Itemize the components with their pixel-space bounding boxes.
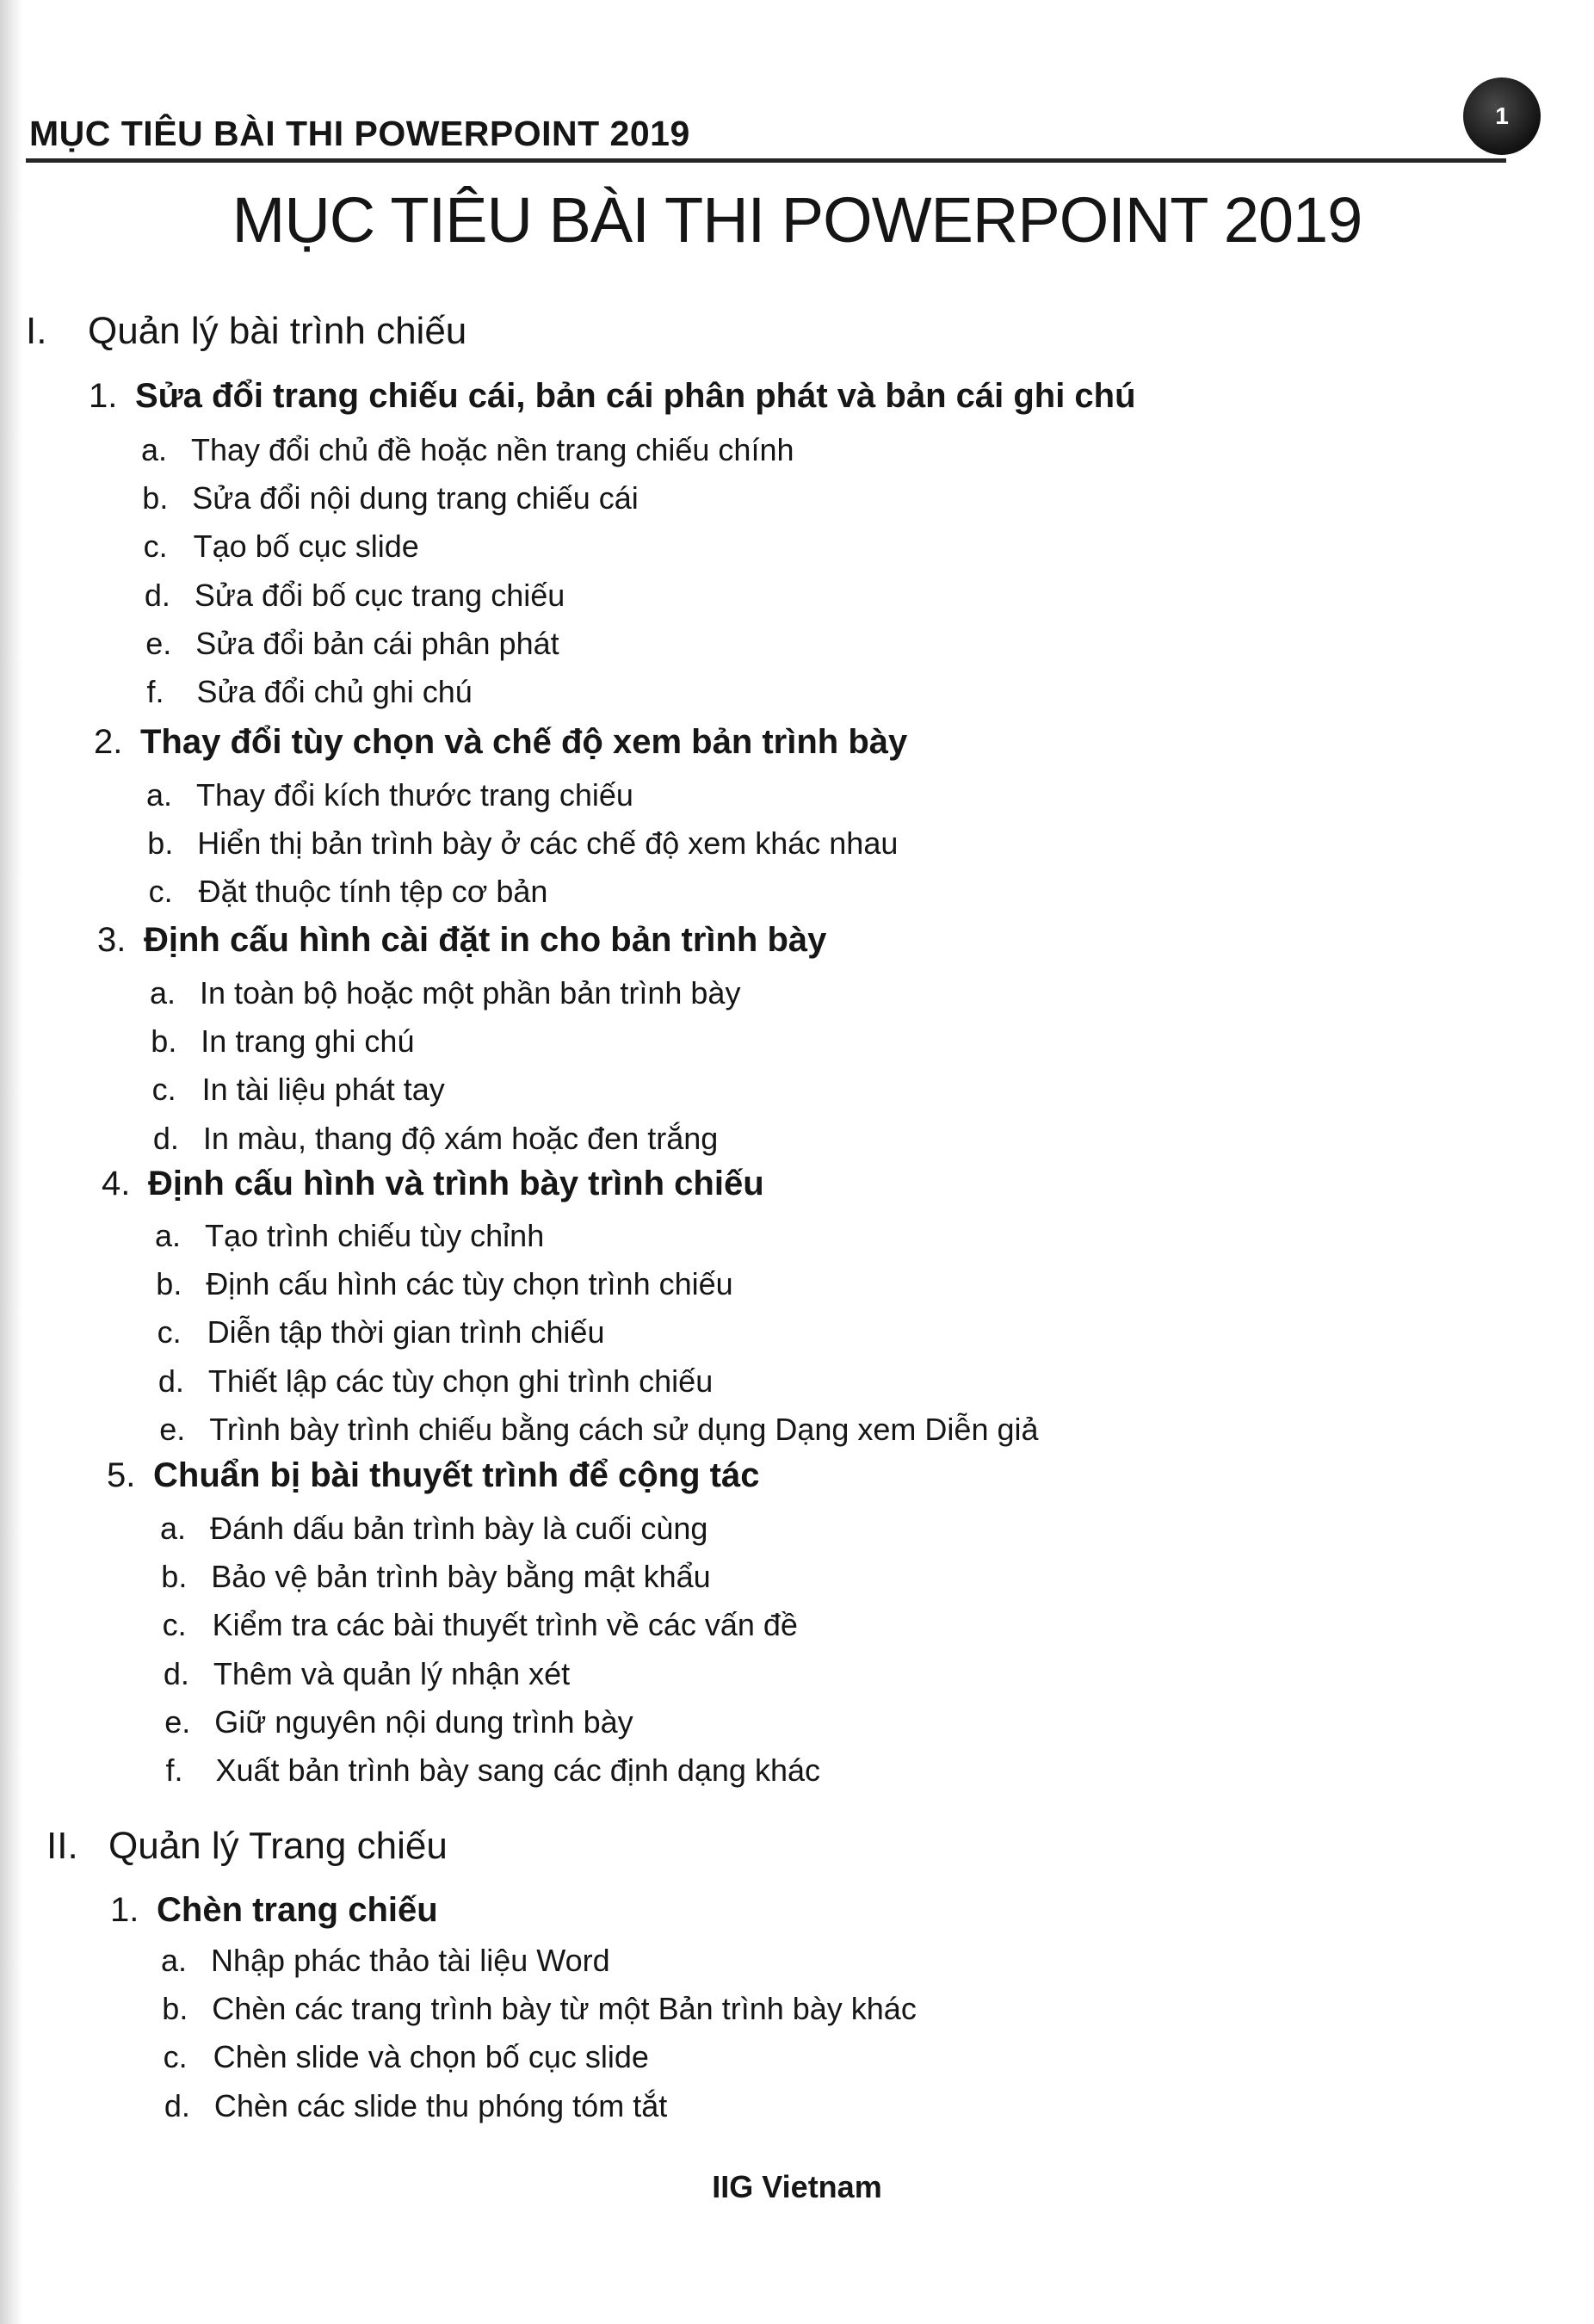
list-item [142, 480, 638, 516]
list-item-text: In toàn bộ hoặc một phần bản trình bày [200, 975, 741, 1011]
list-item-marker: b. [151, 1023, 177, 1059]
list-item [146, 777, 633, 813]
list-item [166, 1752, 821, 1789]
list-item [153, 1121, 718, 1157]
subsection-heading-text: Thay đổi tùy chọn và chế độ xem bản trình bày [140, 723, 908, 761]
list-item [163, 1607, 798, 1643]
list-item-marker: b. [147, 825, 174, 861]
section-heading [46, 1825, 448, 1868]
list-item [147, 825, 898, 862]
section-heading-marker: II. [46, 1825, 78, 1867]
list-item-marker: a. [141, 432, 168, 467]
list-item-marker: d. [152, 1121, 179, 1156]
subsection-heading-marker: 2. [94, 723, 123, 761]
list-item-text: Chèn các slide thu phóng tóm tắt [213, 2088, 668, 2123]
list-item-text: Thay đổi kích thước trang chiếu [196, 777, 633, 813]
list-item-text: Bảo vệ bản trình bày bằng mật khẩu [211, 1559, 711, 1594]
list-item-marker: d. [158, 1363, 184, 1399]
list-item-marker: b. [142, 480, 169, 516]
header-rule [26, 158, 1506, 163]
list-item [161, 1943, 610, 1979]
list-item-marker: d. [144, 578, 170, 613]
list-item [149, 874, 548, 910]
list-item [141, 432, 794, 468]
list-item-marker: c. [157, 1314, 182, 1350]
list-item [150, 975, 740, 1011]
page-title: MỤC TIÊU BÀI THI POWERPOINT 2019 [232, 184, 1362, 256]
list-item-text: Tạo bố cục slide [193, 528, 419, 564]
list-item-marker: f. [146, 674, 164, 709]
list-item-text: Giữ nguyên nội dung trình bày [214, 1704, 633, 1740]
subsection-heading [102, 1165, 764, 1203]
list-item [164, 2039, 649, 2075]
subsection-heading-text: Định cấu hình và trình bày trình chiếu [148, 1165, 764, 1202]
list-item-marker: b. [162, 1991, 188, 2026]
page-number-badge: 1 [1463, 77, 1541, 155]
list-item-text: Trình bày trình chiếu bằng cách sử dụng Dạng xem Diễn giả [209, 1412, 1039, 1447]
list-item-text: In tài liệu phát tay [201, 1072, 445, 1107]
list-item-text: In trang ghi chú [201, 1023, 415, 1059]
list-item [145, 626, 559, 662]
list-item-marker: c. [148, 874, 173, 909]
list-item-marker: b. [161, 1559, 188, 1594]
list-item-text: Sửa đổi chủ ghi chú [196, 674, 473, 709]
list-item [164, 2088, 667, 2124]
page-footer: IIG Vietnam [712, 2169, 882, 2204]
list-item [147, 674, 473, 710]
list-item-text: Xuất bản trình bày sang các định dạng khác [215, 1752, 820, 1788]
list-item-text: Đặt thuộc tính tệp cơ bản [198, 874, 548, 909]
list-item-marker: d. [164, 2088, 190, 2123]
list-item-marker: e. [159, 1412, 186, 1447]
list-item [162, 1991, 917, 2027]
list-item-marker: e. [164, 1704, 191, 1740]
subsection-heading-marker: 5. [107, 1456, 136, 1494]
list-item-marker: f. [165, 1752, 183, 1788]
list-item-marker: a. [146, 777, 173, 813]
list-item-text: Kiểm tra các bài thuyết trình về các vấn đề [212, 1607, 798, 1642]
section-heading-text: Quản lý bài trình chiếu [88, 310, 467, 352]
section-heading-marker: I. [26, 310, 47, 352]
list-item [151, 1023, 414, 1060]
subsection-heading [89, 377, 1136, 416]
subsection-heading-text: Chuẩn bị bài thuyết trình để cộng tác [153, 1456, 760, 1494]
subsection-heading-marker: 3. [97, 921, 127, 959]
section-heading-text: Quản lý Trang chiếu [108, 1825, 448, 1867]
subsection-heading-marker: 4. [102, 1165, 131, 1202]
list-item-marker: a. [160, 1511, 187, 1546]
list-item [152, 1072, 445, 1108]
list-item-text: Thay đổi chủ đề hoặc nền trang chiếu chính [191, 432, 794, 467]
list-item [158, 1314, 605, 1351]
running-header: MỤC TIÊU BÀI THI POWERPOINT 2019 [29, 114, 690, 153]
subsection-heading-marker: 1. [110, 1891, 139, 1929]
list-item-marker: d. [163, 1656, 189, 1691]
list-item-text: Chèn slide và chọn bố cục slide [213, 2039, 649, 2074]
list-item [160, 1511, 707, 1547]
list-item-marker: c. [143, 528, 168, 564]
subsection-heading-text: Sửa đổi trang chiếu cái, bản cái phân phát và bản cái ghi chú [135, 377, 1136, 415]
list-item-text: Sửa đổi bố cục trang chiếu [194, 578, 565, 613]
list-item-marker: c. [162, 1607, 187, 1642]
list-item-text: In màu, thang độ xám hoặc đen trắng [202, 1121, 719, 1156]
list-item-marker: b. [156, 1266, 182, 1301]
list-item [145, 578, 565, 614]
list-item-text: Định cấu hình các tùy chọn trình chiếu [206, 1266, 733, 1301]
list-item-text: Thêm và quản lý nhận xét [213, 1656, 571, 1691]
list-item [144, 528, 419, 565]
subsection-heading-text: Chèn trang chiếu [157, 1891, 438, 1929]
subsection-heading [97, 921, 826, 960]
list-item-text: Đánh dấu bản trình bày là cuối cùng [210, 1511, 708, 1546]
list-item-text: Tạo trình chiếu tùy chỉnh [205, 1218, 545, 1253]
list-item [158, 1363, 713, 1400]
subsection-heading-marker: 1. [89, 377, 118, 415]
list-item-text: Sửa đổi bản cái phân phát [195, 626, 559, 661]
list-item-text: Thiết lập các tùy chọn ghi trình chiếu [207, 1363, 714, 1399]
subsection-heading [94, 723, 907, 762]
list-item-text: Hiển thị bản trình bày ở các chế độ xem khác nhau [197, 825, 899, 861]
subsection-heading-text: Định cấu hình cài đặt in cho bản trình bày [144, 921, 827, 959]
subsection-heading [110, 1891, 438, 1930]
list-item [164, 1656, 570, 1692]
list-item [164, 1704, 633, 1740]
list-item-marker: a. [155, 1218, 182, 1253]
list-item [159, 1412, 1038, 1448]
list-item-text: Nhập phác thảo tài liệu Word [211, 1943, 610, 1978]
list-item-marker: c. [151, 1072, 176, 1107]
list-item-marker: c. [163, 2039, 188, 2074]
page-edge-shadow [0, 0, 22, 2324]
list-item-marker: a. [150, 975, 176, 1011]
list-item-marker: e. [145, 626, 172, 661]
subsection-heading [107, 1456, 759, 1495]
list-item [156, 1266, 732, 1302]
list-item-text: Diễn tập thời gian trình chiếu [207, 1314, 605, 1350]
list-item-text: Sửa đổi nội dung trang chiếu cái [192, 480, 639, 516]
list-item [155, 1218, 544, 1254]
list-item-text: Chèn các trang trình bày từ một Bản trình bày khác [212, 1991, 917, 2026]
list-item [161, 1559, 710, 1595]
section-heading [26, 310, 466, 353]
list-item-marker: a. [161, 1943, 188, 1978]
